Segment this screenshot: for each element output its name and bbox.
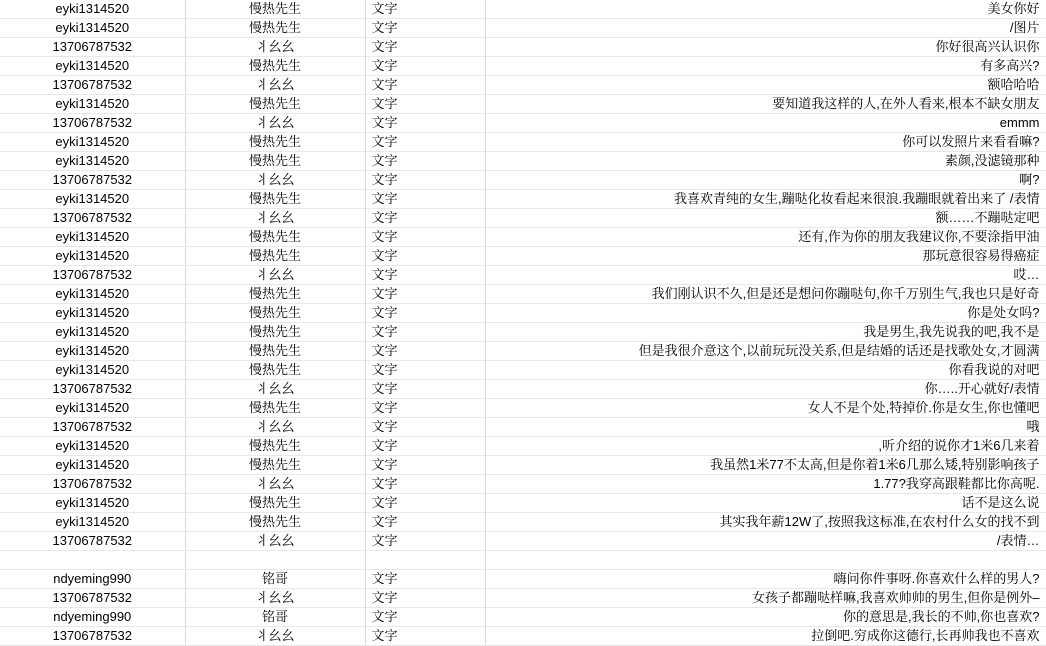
cell-account: eyki1314520 <box>0 513 185 532</box>
cell-account: eyki1314520 <box>0 437 185 456</box>
cell-message-type: 文字 <box>365 57 485 76</box>
table-row <box>0 171 1046 190</box>
cell-message-type: 文字 <box>365 323 485 342</box>
cell-message-content: 话不是这么说 <box>485 494 1046 513</box>
cell-nickname: 慢热先生 <box>185 361 365 380</box>
cell-account: eyki1314520 <box>0 57 185 76</box>
cell-message-content: 哎… <box>485 266 1046 285</box>
cell-nickname: 慢热先生 <box>185 247 365 266</box>
cell-message-content: 要知道我这样的人,在外人看来,根本不缺女朋友 <box>485 95 1046 114</box>
cell-message-content: 素颜,没滤镜那种 <box>485 152 1046 171</box>
table-row <box>0 152 1046 171</box>
table-row <box>0 627 1046 646</box>
cell-message-type: 文字 <box>365 532 485 551</box>
cell-nickname: 慢热先生 <box>185 399 365 418</box>
cell-message-type: 文字 <box>365 95 485 114</box>
cell-message-content: 啊? <box>485 171 1046 190</box>
cell-message-content: 你…..开心就好/表情 <box>485 380 1046 399</box>
cell-message-content: 哦 <box>485 418 1046 437</box>
cell-nickname: 慢热先生 <box>185 323 365 342</box>
cell-account: eyki1314520 <box>0 494 185 513</box>
cell-message-content: 嗨问你件事呀.你喜欢什么样的男人? <box>485 570 1046 589</box>
cell-message-type: 文字 <box>365 570 485 589</box>
table-row <box>0 19 1046 38</box>
cell-message-content: 1.77?我穿高跟鞋都比你高呢. <box>485 475 1046 494</box>
cell-message-content: /图片 <box>485 19 1046 38</box>
cell-account: eyki1314520 <box>0 95 185 114</box>
cell-nickname: 慢热先生 <box>185 285 365 304</box>
cell-account: eyki1314520 <box>0 456 185 475</box>
table-row <box>0 95 1046 114</box>
cell-message-type: 文字 <box>365 304 485 323</box>
cell-message-content: 我喜欢青纯的女生,蹦哒化妆看起来很浪.我蹦眼就着出来了 /表情 <box>485 190 1046 209</box>
cell-message-type: 文字 <box>365 114 485 133</box>
cell-nickname: 慢热先生 <box>185 95 365 114</box>
cell-message-content: 美女你好 <box>485 0 1046 19</box>
table-row <box>0 323 1046 342</box>
cell-account: eyki1314520 <box>0 323 185 342</box>
table-row <box>0 494 1046 513</box>
table-row <box>0 437 1046 456</box>
cell-message-type: 文字 <box>365 247 485 266</box>
cell-nickname: 慢热先生 <box>185 0 365 19</box>
cell-message-type: 文字 <box>365 437 485 456</box>
cell-message-type: 文字 <box>365 456 485 475</box>
cell-message-type: 文字 <box>365 171 485 190</box>
cell-message-content: emmm <box>485 114 1046 133</box>
cell-message-content: 我们刚认识不久,但是还是想问你蹦哒句,你千万别生气,我也只是好奇 <box>485 285 1046 304</box>
cell-account: eyki1314520 <box>0 0 185 19</box>
table-row <box>0 285 1046 304</box>
cell-account: eyki1314520 <box>0 342 185 361</box>
cell-account: eyki1314520 <box>0 399 185 418</box>
cell-message-content: ,听介绍的说你才1米6几来着 <box>485 437 1046 456</box>
cell-account: 13706787532 <box>0 266 185 285</box>
cell-message-content: 额……不蹦哒定吧 <box>485 209 1046 228</box>
cell-nickname: 慢热先生 <box>185 494 365 513</box>
cell-message-type: 文字 <box>365 627 485 646</box>
cell-nickname: 丬幺幺 <box>185 627 365 646</box>
cell-account: eyki1314520 <box>0 285 185 304</box>
cell-message-content: 女孩子都蹦哒样嘛,我喜欢帅帅的男生,但你是例外– <box>485 589 1046 608</box>
table-row <box>0 190 1046 209</box>
cell-message-type: 文字 <box>365 380 485 399</box>
cell-message-content: 你是处女吗? <box>485 304 1046 323</box>
cell-account: ndyeming990 <box>0 570 185 589</box>
cell-message-content: 你看我说的对吧 <box>485 361 1046 380</box>
cell-nickname: 丬幺幺 <box>185 76 365 95</box>
cell-message-content: 有多高兴? <box>485 57 1046 76</box>
cell-nickname: 丬幺幺 <box>185 38 365 57</box>
cell-account: 13706787532 <box>0 114 185 133</box>
cell-message-content: 但是我很介意这个,以前玩玩没关系,但是结婚的话还是找歌处女,才圆满 <box>485 342 1046 361</box>
cell-message-type: 文字 <box>365 133 485 152</box>
table-row <box>0 209 1046 228</box>
table-row <box>0 380 1046 399</box>
cell-nickname: 丬幺幺 <box>185 209 365 228</box>
cell-nickname: 慢热先生 <box>185 342 365 361</box>
table-row <box>0 266 1046 285</box>
cell-account: eyki1314520 <box>0 19 185 38</box>
cell-nickname: 铭哥 <box>185 608 365 627</box>
cell-message-content: 你可以发照片来看看嘛? <box>485 133 1046 152</box>
cell-account: eyki1314520 <box>0 247 185 266</box>
table-row <box>0 513 1046 532</box>
cell-account: eyki1314520 <box>0 152 185 171</box>
table-row <box>0 38 1046 57</box>
cell-message-type: 文字 <box>365 494 485 513</box>
cell-message-type: 文字 <box>365 266 485 285</box>
cell-nickname: 丬幺幺 <box>185 418 365 437</box>
cell-nickname: 慢热先生 <box>185 304 365 323</box>
table-row <box>0 608 1046 627</box>
cell-nickname: 慢热先生 <box>185 228 365 247</box>
cell-message-type: 文字 <box>365 0 485 19</box>
cell-account: eyki1314520 <box>0 190 185 209</box>
cell-message-content: 你好很高兴认识你 <box>485 38 1046 57</box>
cell-message-type: 文字 <box>365 608 485 627</box>
cell-message-type: 文字 <box>365 76 485 95</box>
cell-nickname: 慢热先生 <box>185 57 365 76</box>
cell-account: 13706787532 <box>0 418 185 437</box>
spacer-row <box>0 551 1046 570</box>
cell-account: 13706787532 <box>0 475 185 494</box>
cell-account: 13706787532 <box>0 532 185 551</box>
table-row <box>0 304 1046 323</box>
table-row <box>0 228 1046 247</box>
table-row <box>0 57 1046 76</box>
cell-account: eyki1314520 <box>0 133 185 152</box>
cell-account: 13706787532 <box>0 589 185 608</box>
cell-message-type: 文字 <box>365 513 485 532</box>
table-row <box>0 76 1046 95</box>
cell-nickname: 铭哥 <box>185 570 365 589</box>
cell-message-content: 那玩意很容易得癌症 <box>485 247 1046 266</box>
cell-account: eyki1314520 <box>0 228 185 247</box>
cell-message-content: 还有,作为你的朋友我建议你,不要涂指甲油 <box>485 228 1046 247</box>
cell-message-type: 文字 <box>365 190 485 209</box>
cell-message-type: 文字 <box>365 228 485 247</box>
table-row <box>0 475 1046 494</box>
cell-message-content: /表情… <box>485 532 1046 551</box>
cell-account: 13706787532 <box>0 38 185 57</box>
cell-nickname: 丬幺幺 <box>185 380 365 399</box>
cell-nickname: 丬幺幺 <box>185 532 365 551</box>
cell-message-type: 文字 <box>365 209 485 228</box>
cell-nickname: 丬幺幺 <box>185 475 365 494</box>
cell-message-type: 文字 <box>365 342 485 361</box>
cell-message-content: 拉倒吧.穷成你这德行,长再帅我也不喜欢 <box>485 627 1046 646</box>
cell-message-type: 文字 <box>365 589 485 608</box>
table-row <box>0 361 1046 380</box>
cell-message-type: 文字 <box>365 399 485 418</box>
cell-nickname: 慢热先生 <box>185 133 365 152</box>
cell-account: 13706787532 <box>0 627 185 646</box>
cell-message-type: 文字 <box>365 285 485 304</box>
cell-nickname: 慢热先生 <box>185 190 365 209</box>
cell-nickname: 慢热先生 <box>185 437 365 456</box>
cell-nickname: 丬幺幺 <box>185 114 365 133</box>
cell-message-content: 我是男生,我先说我的吧,我不是 <box>485 323 1046 342</box>
cell-message-type: 文字 <box>365 418 485 437</box>
cell-message-type <box>365 551 485 570</box>
cell-message-content: 女人不是个处,特掉价.你是女生,你也懂吧 <box>485 399 1046 418</box>
cell-account: 13706787532 <box>0 380 185 399</box>
table-row <box>0 133 1046 152</box>
table-row <box>0 114 1046 133</box>
cell-message-content: 你的意思是,我长的不帅,你也喜欢? <box>485 608 1046 627</box>
cell-message-type: 文字 <box>365 38 485 57</box>
cell-nickname: 慢热先生 <box>185 152 365 171</box>
cell-nickname: 慢热先生 <box>185 513 365 532</box>
cell-nickname: 慢热先生 <box>185 456 365 475</box>
table-row <box>0 342 1046 361</box>
cell-message-content: 我虽然1米77不太高,但是你着1米6几那么矮,特别影响孩子 <box>485 456 1046 475</box>
table-row <box>0 0 1046 19</box>
cell-nickname: 慢热先生 <box>185 19 365 38</box>
cell-account: 13706787532 <box>0 171 185 190</box>
table-row <box>0 570 1046 589</box>
cell-account: ndyeming990 <box>0 608 185 627</box>
cell-account: 13706787532 <box>0 209 185 228</box>
table-row <box>0 589 1046 608</box>
cell-account: eyki1314520 <box>0 361 185 380</box>
table-row <box>0 532 1046 551</box>
cell-message-type: 文字 <box>365 475 485 494</box>
cell-account: eyki1314520 <box>0 304 185 323</box>
table-row <box>0 247 1046 266</box>
cell-message-content: 额哈哈哈 <box>485 76 1046 95</box>
cell-nickname <box>185 551 365 570</box>
cell-message-content <box>485 551 1046 570</box>
cell-nickname: 丬幺幺 <box>185 266 365 285</box>
cell-message-type: 文字 <box>365 19 485 38</box>
cell-account: 13706787532 <box>0 76 185 95</box>
cell-nickname: 丬幺幺 <box>185 171 365 190</box>
cell-nickname: 丬幺幺 <box>185 589 365 608</box>
cell-account <box>0 551 185 570</box>
table-row <box>0 418 1046 437</box>
table-row <box>0 399 1046 418</box>
cell-message-content: 其实我年薪12W了,按照我这标准,在农村什么女的找不到 <box>485 513 1046 532</box>
table-row <box>0 456 1046 475</box>
cell-message-type: 文字 <box>365 152 485 171</box>
cell-message-type: 文字 <box>365 361 485 380</box>
